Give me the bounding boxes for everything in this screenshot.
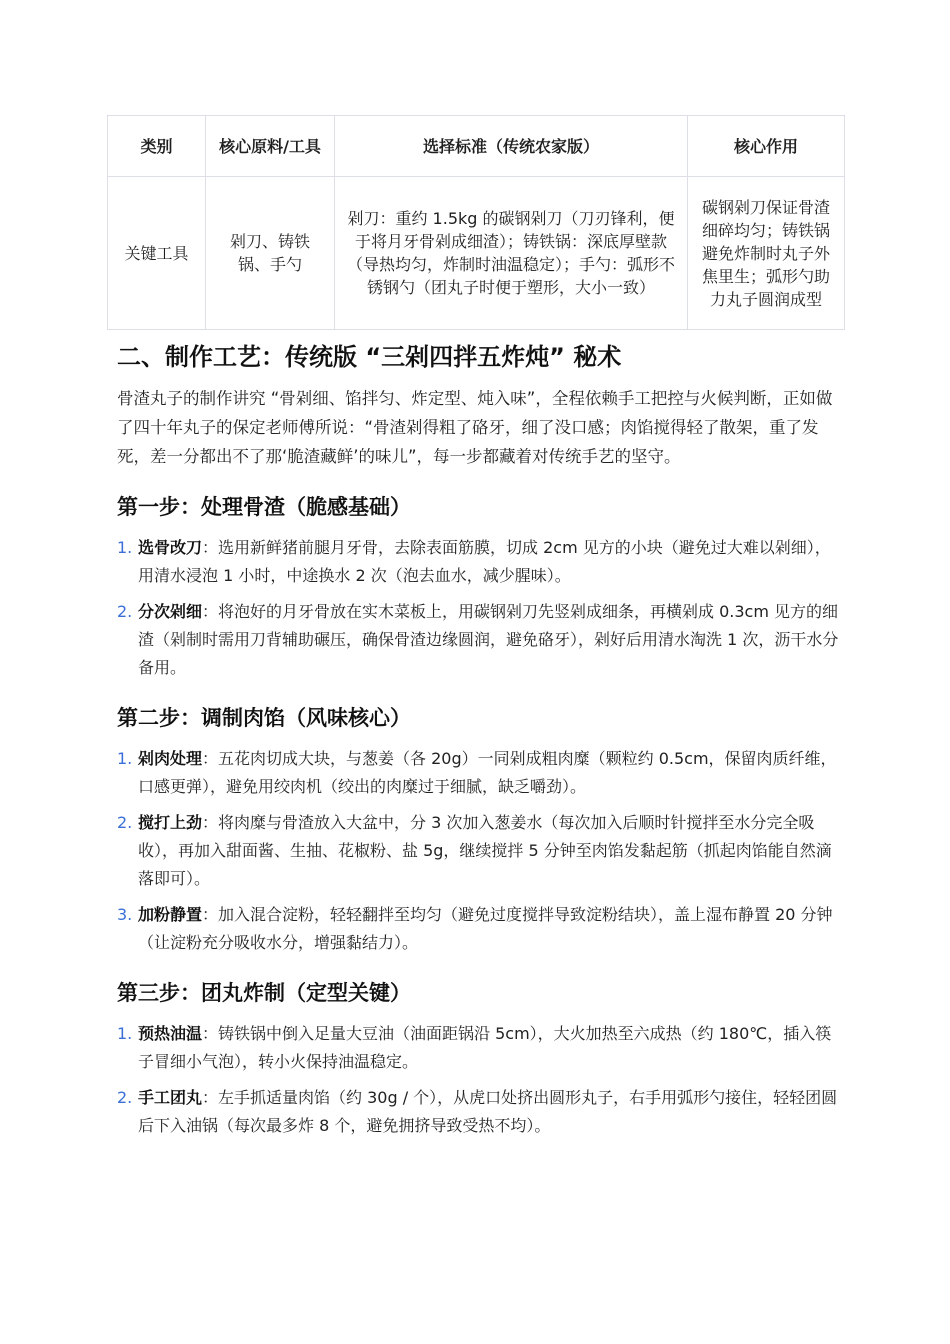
table-header-items: 核心原料/工具 (206, 116, 335, 177)
list-item-text: ：铸铁锅中倒入足量大豆油（油面距锅沿 5cm），大火加热至六成热（约 180℃，插入筷子冒细小气泡），转小火保持油温稳定。 (138, 1024, 832, 1071)
list-number: 1. (117, 538, 133, 557)
step2-title: 第二步：调制肉馅（风味核心） (117, 706, 411, 730)
list-item-label: 分次剁细 (138, 602, 203, 621)
list-item-text: ：五花肉切成大块，与葱姜（各 20g）一同剁成粗肉糜（颗粒约 0.5cm，保留肉质纤维，口感更弹），避免用绞肉机（绞出的肉糜过于细腻，缺乏嚼劲）。 (138, 749, 837, 796)
step1-list (117, 534, 844, 682)
list-item-text: ：左手抓适量肉馅（约 30g / 个），从虎口处挤出圆形丸子，右手用弧形勺接住，轻轻团圆后下入油锅（每次最多炸 8 个，避免拥挤导致受热不均）。 (138, 1088, 838, 1135)
list-number: 2. (117, 1088, 133, 1107)
section-title: 二、制作工艺：传统版 “三剁四拌五炸炖” 秘术 (117, 343, 622, 371)
list-item (117, 598, 844, 682)
table-cell-category: 关键工具 (108, 177, 206, 330)
list-item-text: ：加入混合淀粉，轻轻翻拌至均匀（避免过度搅拌导致淀粉结块），盖上湿布静置 20 分钟（让淀粉充分吸收水分，增强黏结力）。 (138, 905, 833, 952)
step1-title: 第一步：处理骨渣（脆感基础） (117, 495, 411, 519)
list-item (117, 901, 844, 957)
list-item-label: 搅打上劲 (138, 813, 203, 832)
list-number: 1. (117, 749, 133, 768)
list-number: 2. (117, 602, 133, 621)
list-item (117, 1020, 844, 1076)
step2-list (117, 745, 844, 957)
list-item-text: ：将泡好的月牙骨放在实木菜板上，用碳钢剁刀先竖剁成细条，再横剁成 0.3cm 见方的细渣（剁制时需用刀背辅助碾压，确保骨渣边缘圆润，避免硌牙），剁好后用清水淘洗 1 次，沥干水分备用。 (138, 602, 839, 677)
list-item-label: 剁肉处理 (138, 749, 203, 768)
list-number: 1. (117, 1024, 133, 1043)
table-row (108, 177, 845, 330)
list-item-label: 加粉静置 (138, 905, 203, 924)
table-cell-standard: 剁刀：重约 1.5kg 的碳钢剁刀（刀刃锋利，便于将月牙骨剁成细渣）；铸铁锅：深底厚壁款（导热均匀，炸制时油温稳定）；手勺：弧形不锈钢勺（团丸子时便于塑形，大小一致） (335, 177, 688, 330)
ingredients-tools-table (107, 115, 845, 330)
list-item-label: 手工团丸 (138, 1088, 203, 1107)
table-cell-items: 剁刀、铸铁锅、手勺 (206, 177, 335, 330)
list-item (117, 809, 844, 893)
list-item-label: 选骨改刀 (138, 538, 203, 557)
list-number: 2. (117, 813, 133, 832)
table-cell-role: 碳钢剁刀保证骨渣细碎均匀；铸铁锅避免炸制时丸子外焦里生；弧形勺助力丸子圆润成型 (688, 177, 845, 330)
list-item (117, 1084, 844, 1140)
list-item (117, 745, 844, 801)
document-page (107, 115, 844, 1148)
list-item-text: ：将肉糜与骨渣放入大盆中，分 3 次加入葱姜水（每次加入后顺时针搅拌至水分完全吸收），再加入甜面酱、生抽、花椒粉、盐 5g，继续搅拌 5 分钟至肉馅发黏起筋（抓起肉馅能自然滴落即可）。 (138, 813, 832, 888)
list-item (117, 534, 844, 590)
table-header-row (108, 116, 845, 177)
section-intro: 骨渣丸子的制作讲究 “骨剁细、馅拌匀、炸定型、炖入味”，全程依赖手工把控与火候判断，正如做了四十年丸子的保定老师傅所说：“骨渣剁得粗了硌牙，细了没口感；肉馅搅得轻了散架，重了发死，差一分都出不了那‘脆渣藏鲜’的味儿”，每一步都藏着对传统手艺的坚守。 (117, 389, 833, 466)
table-header-role: 核心作用 (688, 116, 845, 177)
list-item-label: 预热油温 (138, 1024, 203, 1043)
table-header-category: 类别 (108, 116, 206, 177)
step3-list (117, 1020, 844, 1140)
table-header-standard: 选择标准（传统农家版） (335, 116, 688, 177)
list-number: 3. (117, 905, 133, 924)
list-item-text: ：选用新鲜猪前腿月牙骨，去除表面筋膜，切成 2cm 见方的小块（避免过大难以剁细），用清水浸泡 1 小时，中途换水 2 次（泡去血水，减少腥味）。 (138, 538, 831, 585)
step3-title: 第三步：团丸炸制（定型关键） (117, 981, 411, 1005)
